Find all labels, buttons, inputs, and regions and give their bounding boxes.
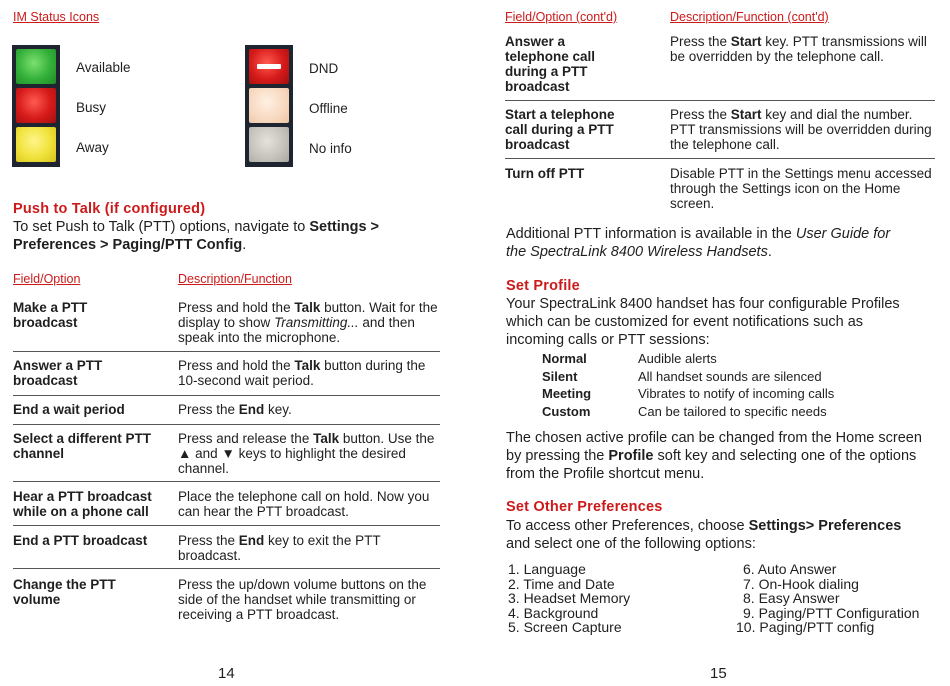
table-row: Select a different PTT channel Press and release the Talk button. Use the ▲ and ▼ keys to highlight the desired channel. (13, 431, 440, 482)
table-header-field: Field/Option (13, 272, 81, 286)
table-row: End a wait period Press the End key. (13, 402, 440, 425)
list-item: 9. Paging/PTT Configuration (743, 604, 920, 621)
list-item: 3. Headset Memory (508, 590, 631, 607)
table-row: Hear a PTT broadcast while on a phone call Place the telephone call on hold. Now you can hear the PTT broadcast. (13, 489, 440, 526)
dnd-label: DND (309, 61, 339, 76)
list-item: 6. Auto Answer (743, 561, 837, 577)
busy-label: Busy (76, 100, 107, 115)
page-number: 15 (710, 665, 727, 682)
table-header-field: Field/Option (cont'd) (505, 10, 618, 24)
set-profile-heading: Set Profile (506, 278, 580, 294)
list-item: 8. Easy Answer (743, 590, 840, 607)
table-row: Start a telephone call during a PTT broadcast Press the Start key and dial the number. PTT transmissions will be overridden during the telephone call. (505, 107, 935, 159)
no-info-status-icon (249, 127, 289, 162)
status-icons-column-2 (245, 45, 293, 167)
table-row: Answer a telephone call during a PTT broadcast Press the Start key. PTT transmissions will be overridden by the telephone call. (505, 34, 935, 101)
status-icons-column-1 (12, 45, 60, 167)
list-item: 2. Time and Date (508, 575, 615, 592)
table-row: Turn off PTT Disable PTT in the Settings menu accessed through the Settings icon on the Home screen. (505, 166, 932, 211)
set-other-preferences-heading: Set Other Preferences (506, 499, 663, 515)
table-row: Answer a PTT broadcast Press and hold the Talk button during the 10-second wait period. (13, 358, 440, 396)
available-label: Available (76, 60, 131, 75)
im-status-icons-title: IM Status Icons (13, 10, 100, 24)
other-preferences-intro: To access other Preferences, choose Settings> Preferences and select one of the following options: (506, 518, 902, 552)
list-item: 10. Paging/PTT config (736, 619, 875, 636)
table-header-description: Description/Function (cont'd) (670, 10, 829, 24)
options-list-column-1 (508, 562, 630, 635)
table-row: End a PTT broadcast Press the End key to exit the PTT broadcast. (13, 533, 440, 569)
list-item: 1. Language (508, 561, 586, 577)
available-status-icon (16, 49, 56, 84)
profile-intro: Your SpectraLink 8400 handset has four configurable Profiles which can be customized for event notifications such as incoming calls or PTT sessions: (506, 296, 900, 348)
options-list-column-2 (736, 562, 919, 635)
dnd-status-icon (249, 49, 289, 84)
ptt-table-continued (505, 10, 935, 215)
list-item: 4. Background (508, 604, 599, 621)
list-item: 5. Screen Capture (508, 619, 622, 636)
down-arrow-icon: ▼ (221, 446, 235, 461)
page-number: 14 (218, 665, 235, 682)
ptt-table (13, 272, 440, 632)
table-row: Make a PTT broadcast Press and hold the Talk button. Wait for the display to show Transmitting... and then speak into the microphone. (13, 300, 440, 352)
away-status-icon (16, 127, 56, 162)
offline-label: Offline (309, 101, 348, 116)
additional-info: Additional PTT information is available in the User Guide for the SpectraLink 8400 Wireless Handsets. (506, 226, 891, 260)
up-arrow-icon: ▲ (178, 446, 192, 461)
table-header-description: Description/Function (178, 272, 292, 286)
ptt-heading: Push to Talk (if configured) (13, 201, 206, 217)
table-row: Change the PTT volume Press the up/down volume buttons on the side of the handset while transmitting or receiving a PTT broadcast. (13, 577, 427, 622)
ptt-intro: To set Push to Talk (PTT) options, navigate to Settings > Preferences > Paging/PTT Config. (13, 219, 380, 253)
busy-status-icon (16, 88, 56, 123)
away-label: Away (76, 140, 109, 155)
profile-change-text: The chosen active profile can be changed from the Home screen by pressing the Profile soft key and selecting one of the options from the Profile shortcut menu. (506, 430, 922, 482)
offline-status-icon (249, 88, 289, 123)
list-item: 7. On-Hook dialing (743, 575, 859, 592)
no-info-label: No info (309, 141, 352, 156)
